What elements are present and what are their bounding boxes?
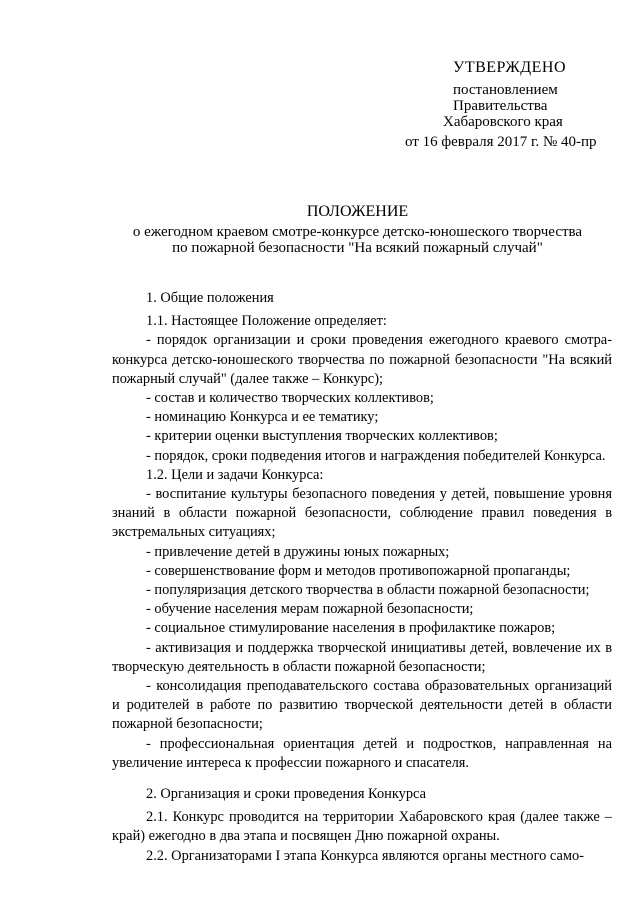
list-item-1-1-d: - критерии оценки выступления творческих коллективов; bbox=[146, 428, 498, 445]
document-subtitle-line-2: по пожарной безопасности "На всякий пожарный случай" bbox=[172, 240, 543, 256]
list-item-1-1-b: - состав и количество творческих коллективов; bbox=[146, 390, 434, 407]
list-item-1-1-a: - порядок организации и сроки проведения ежегодного краевого смотра-конкурса детско-юношеского творчества по пожарной безопасности "На всякий пожарный случай" (далее также – Конкурс); bbox=[112, 332, 612, 387]
approval-line-resolution: постановлением bbox=[453, 82, 558, 98]
approval-line-region: Хабаровского края bbox=[443, 114, 563, 130]
list-item-1-2-d: - популяризация детского творчества в области пожарной безопасности; bbox=[146, 582, 590, 599]
list-item-1-2-h: - консолидация преподавательского состава образовательных организаций и родителей в работе по развитию творческой деятельности детей в области пожарной безопасности; bbox=[112, 678, 612, 733]
list-item-1-2-b: - привлечение детей в дружины юных пожарных; bbox=[146, 543, 450, 560]
document-body bbox=[112, 285, 612, 866]
approval-line-government: Правительства bbox=[453, 98, 548, 114]
approval-block bbox=[405, 60, 605, 150]
approval-heading: УТВЕРЖДЕНО bbox=[453, 59, 567, 76]
list-item-1-2-a: - воспитание культуры безопасного поведения у детей, повышение уровня знаний в области пожарной безопасности, соблюдение правил поведения в экстремальных ситуациях; bbox=[112, 486, 612, 541]
list-item-1-1-c: - номинацию Конкурса и ее тематику; bbox=[146, 409, 379, 426]
paragraph-1-1: 1.1. Настоящее Положение определяет: bbox=[146, 313, 387, 330]
list-item-1-2-e: - обучение населения мерам пожарной безопасности; bbox=[146, 601, 474, 618]
document-subtitle-line-1: о ежегодном краевом смотре-конкурсе детско-юношеского творчества bbox=[132, 224, 583, 240]
list-item-1-2-g: - активизация и поддержка творческой инициативы детей, вовлечение их в творческую деятельность в области пожарной безопасности; bbox=[112, 639, 612, 675]
paragraph-2-2: 2.2. Организаторами I этапа Конкурса являются органы местного само- bbox=[146, 847, 584, 864]
list-item-1-1-e: - порядок, сроки подведения итогов и награждения победителей Конкурса. bbox=[146, 447, 606, 464]
paragraph-2-1: 2.1. Конкурс проводится на территории Хабаровского края (далее также – край) ежегодно в два этапа и посвящен Дню пожарной охраны. bbox=[112, 809, 612, 845]
paragraph-1-2: 1.2. Цели и задачи Конкурса: bbox=[146, 466, 324, 483]
document-title: ПОЛОЖЕНИЕ bbox=[306, 203, 409, 220]
list-item-1-2-c: - совершенствование форм и методов противопожарной пропаганды; bbox=[146, 562, 571, 579]
section-heading-general: 1. Общие положения bbox=[146, 290, 274, 306]
document-title-block bbox=[100, 204, 615, 256]
list-item-1-2-i: - профессиональная ориентация детей и подростков, направленная на увеличение интереса к профессии пожарного и спасателя. bbox=[112, 735, 612, 771]
list-item-1-2-f: - социальное стимулирование населения в профилактике пожаров; bbox=[146, 620, 556, 637]
approval-line-date-number: от 16 февраля 2017 г. № 40-пр bbox=[405, 134, 597, 150]
section-heading-organization: 2. Организация и сроки проведения Конкурса bbox=[146, 786, 426, 803]
